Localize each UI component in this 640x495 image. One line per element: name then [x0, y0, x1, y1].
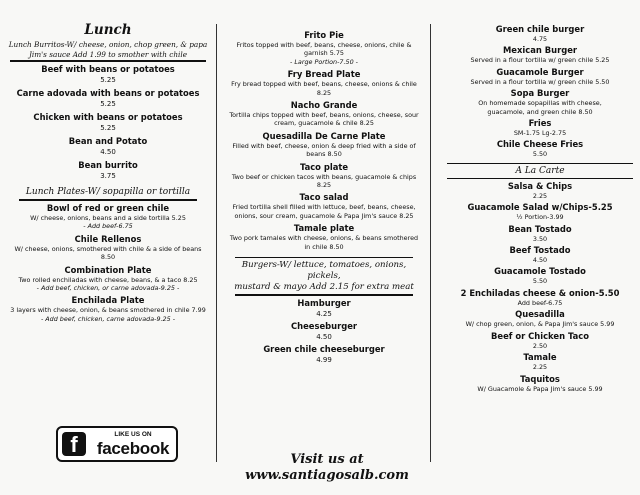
entree-desc: Fritos topped with beef, beans, cheese, onions, chile & garnish 5.75 — [236, 41, 412, 58]
plate-extra: - Add beef-6.75 — [83, 222, 133, 231]
entree-name: Taco salad — [299, 192, 349, 203]
entree-item — [228, 69, 420, 97]
burrito-price: 5.25 — [100, 124, 116, 132]
burrito-item — [8, 112, 208, 133]
carte-item-name: Guacamole Tostado — [494, 266, 586, 277]
carte-item-desc: 3.50 — [532, 234, 548, 243]
burrito-price: 5.25 — [100, 76, 116, 84]
menu-item — [442, 88, 638, 116]
plate-extra: - Add beef, chicken, or carne adovada-9.25 - — [36, 284, 180, 293]
carte-item-desc: 2.50 — [532, 341, 548, 350]
carte-item-name: Bean Tostado — [508, 223, 572, 234]
burrito-name: Bean burrito — [78, 160, 138, 170]
menu-item — [442, 118, 638, 137]
plate-name: Combination Plate — [64, 264, 152, 275]
website-footer[interactable]: Visit us at www.santiagosalb.com — [245, 452, 409, 483]
plate-name: Bowl of red or green chile — [46, 203, 170, 213]
facebook-wordmark: facebook — [96, 439, 170, 458]
carte-item-name: Guacamole Salad w/Chips-5.25 — [467, 202, 613, 213]
burrito-name: Bean and Potato — [68, 136, 148, 146]
carte-item-desc: W/ Guacamole & Papa Jim's sauce 5.99 — [477, 384, 603, 393]
lunch-title: Lunch — [84, 22, 132, 38]
burgers-carte-column — [442, 24, 638, 397]
plate-extra: - Add beef, chicken, carne adovada-9.25 - — [40, 314, 176, 323]
burritos-header-line2: Jim's sauce Add 1.99 to smother with chile — [28, 49, 188, 59]
carte-rule — [447, 178, 633, 179]
carte-item-name: Salsa & Chips — [507, 180, 573, 191]
carte-item — [442, 181, 638, 200]
burgers-rule — [235, 294, 413, 296]
plate-desc: W/ cheese, onions, smothered with chile & a side of beans 8.50 — [14, 244, 202, 262]
carte-item — [442, 224, 638, 243]
burrito-price: 5.25 — [100, 100, 116, 108]
lunch-column — [8, 22, 208, 327]
carte-item-name: 2 Enchiladas cheese & onion-5.50 — [460, 287, 620, 298]
facebook-like-text: LIKE US ON — [114, 431, 152, 438]
a-la-carte-title: A La Carte — [515, 165, 565, 176]
carte-item — [442, 202, 638, 221]
entree-item — [228, 223, 420, 251]
plate-item — [8, 234, 208, 262]
carte-item-desc: 4.50 — [532, 256, 548, 265]
entree-desc: Two pork tamales with cheese, onions, & beans smothered in chile 8.50 — [229, 234, 419, 251]
menu-item-desc: Served in a flour tortilla w/ green chile 5.50 — [470, 77, 610, 86]
menu-item-name: Guacamole Burger — [496, 66, 584, 77]
burritos-rule — [10, 60, 206, 62]
burger-name: Green chile cheeseburger — [263, 344, 385, 355]
plate-desc: 3 layers with cheese, onion, & beans smothered in chile 7.99 — [10, 306, 206, 315]
plate-desc: Two rolled enchiladas with cheese, beans, & a taco 8.25 — [18, 275, 198, 284]
menu-item — [442, 45, 638, 64]
carte-item — [442, 309, 638, 328]
burrito-price: 3.75 — [100, 172, 116, 180]
burger-name: Hamburger — [297, 298, 351, 309]
carte-item-desc: 2.25 — [532, 191, 548, 200]
entree-name: Taco plate — [299, 161, 349, 172]
menu-item-desc: SM-1.75 Lg-2.75 — [513, 129, 567, 138]
burger-item — [228, 298, 420, 319]
plate-item — [8, 203, 208, 231]
carte-item — [442, 352, 638, 371]
burger-price: 4.99 — [316, 356, 332, 365]
column-divider — [430, 24, 431, 462]
entree-name: Tamale plate — [293, 223, 355, 234]
entree-desc: Filled with beef, cheese, onion & deep fried with a side of beans 8.50 — [232, 141, 416, 159]
menu-item-name: Green chile burger — [495, 24, 585, 34]
burrito-item — [8, 160, 208, 181]
burrito-name: Beef with beans or potatoes — [41, 64, 175, 74]
carte-item — [442, 288, 638, 307]
carte-item-desc: 5.50 — [532, 277, 548, 286]
menu-item-desc: Served in a flour tortilla w/ green chile 5.25 — [470, 56, 610, 65]
carte-item — [442, 266, 638, 285]
burger-item — [228, 344, 420, 365]
carte-item-name: Beef or Chicken Taco — [491, 330, 589, 341]
menu-item-desc: 4.75 — [532, 35, 548, 43]
menu-item-name: Mexican Burger — [502, 45, 578, 56]
entree-item — [228, 30, 420, 66]
entree-desc: Fried tortilla shell filled with lettuce, beef, beans, cheese, onions, sour cream, guacamole & Papa Jim's sauce 8.25 — [232, 203, 416, 220]
plate-desc: W/ cheese, onions, beans and a side tortilla 5.25 — [30, 214, 186, 222]
burrito-item — [8, 136, 208, 157]
carte-item-desc: 2.25 — [532, 363, 548, 372]
carte-item-name: Beef Tostado — [509, 245, 571, 256]
entree-extra: - Large Portion-7.50 - — [290, 57, 358, 66]
burgers-header-line1: Burgers-W/ lettuce, tomatoes, onions, pickels, — [241, 260, 407, 282]
carte-item-name: Quesadilla — [515, 309, 565, 320]
plate-item — [8, 265, 208, 293]
plate-item — [8, 295, 208, 323]
menu-item-name: Chile Cheese Fries — [496, 139, 584, 150]
menu-item — [442, 24, 638, 43]
entree-desc: Two beef or chicken tacos with beans, guacamole & chips 8.25 — [231, 172, 417, 190]
burger-price: 4.50 — [316, 333, 332, 342]
entree-desc: Fry bread topped with beef, beans, cheese, onions & chile 8.25 — [231, 80, 417, 97]
burgers-header-line2: mustard & mayo Add 2.15 for extra meat — [234, 282, 414, 293]
menu-item — [442, 139, 638, 158]
entree-item — [228, 131, 420, 159]
carte-item-desc: W/ chop green, onion, & Papa Jim's sauce 5.99 — [465, 320, 615, 329]
carte-item — [442, 331, 638, 350]
entree-name: Quesadilla De Carne Plate — [262, 130, 386, 141]
burrito-name: Chicken with beans or potatoes — [33, 112, 183, 122]
facebook-icon: f — [62, 432, 86, 456]
burrito-item — [8, 64, 208, 85]
column-divider — [216, 24, 217, 462]
entree-name: Frito Pie — [304, 30, 344, 40]
burger-name: Cheeseburger — [290, 321, 358, 332]
burrito-name: Carne adovada with beans or potatoes — [16, 88, 200, 98]
burrito-price: 4.50 — [100, 148, 116, 156]
menu-item-name: Fries — [528, 118, 552, 129]
menu-item-desc: 5.50 — [532, 150, 548, 159]
burger-price: 4.25 — [316, 310, 332, 319]
plate-name: Enchilada Plate — [71, 295, 145, 306]
carte-item-name: Tamale — [523, 352, 557, 363]
lunch-plates-title: Lunch Plates-W/ sopapilla or tortilla — [25, 187, 191, 197]
menu-item-name: Sopa Burger — [510, 88, 570, 99]
entree-item — [228, 162, 420, 190]
burrito-item — [8, 88, 208, 109]
carte-top-rule — [447, 163, 633, 164]
menu-item-desc: On homemade sopapillas with cheese, guacamole, and green chile 8.50 — [478, 99, 602, 116]
burgers-top-rule — [235, 257, 413, 258]
plates-rule — [19, 199, 197, 201]
carte-item-name: Taquitos — [520, 373, 560, 384]
carte-item-desc: Add beef-6.75 — [517, 298, 563, 307]
plate-name: Chile Rellenos — [74, 233, 142, 244]
facebook-badge[interactable] — [56, 426, 178, 462]
entree-name: Nacho Grande — [290, 100, 358, 111]
burger-item — [228, 321, 420, 342]
carte-item — [442, 374, 638, 393]
entree-item — [228, 100, 420, 128]
specialties-column — [228, 30, 420, 369]
entree-item — [228, 192, 420, 220]
entree-name: Fry Bread Plate — [287, 69, 361, 80]
entree-desc: Tortilla chips topped with beef, beans, onions, cheese, sour cream, guacamole & chile 8.25 — [229, 111, 419, 128]
carte-item — [442, 245, 638, 264]
menu-item — [442, 67, 638, 86]
burritos-header-line1: Lunch Burritos-W/ cheese, onion, chop green, & papa — [8, 40, 208, 49]
carte-item-desc: ½ Portion-3.99 — [516, 213, 564, 222]
